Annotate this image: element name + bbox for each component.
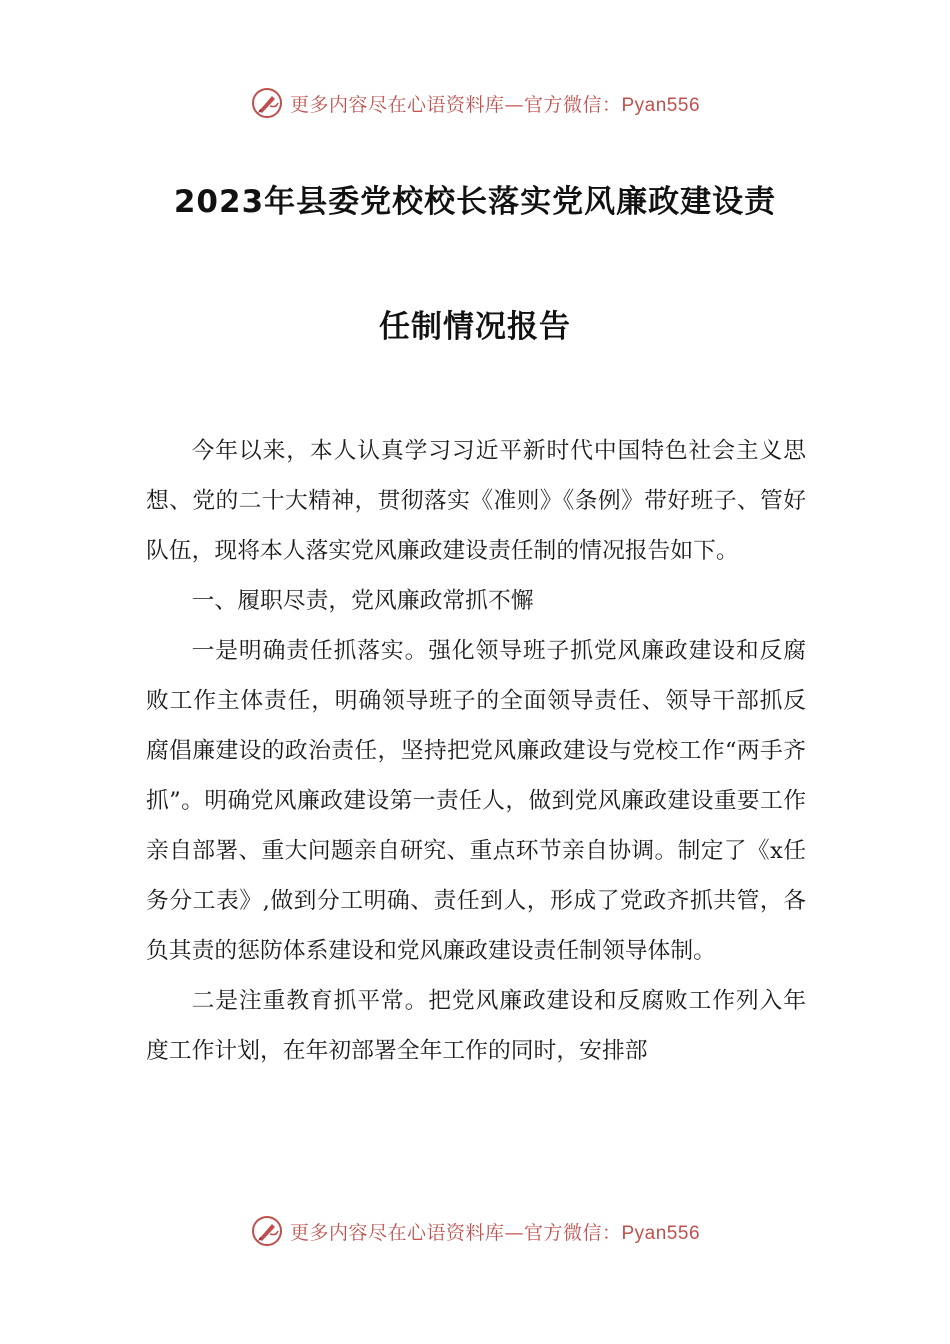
paragraph-intro: 今年以来，本人认真学习习近平新时代中国特色社会主义思想、党的二十大精神，贯彻落实《准则》《条例》带好班子、管好队伍，现将本人落实党风廉政建设责任制的情况报告如下。 xyxy=(146,438,806,564)
pen-logo-icon xyxy=(250,86,284,120)
document-title-line-1: 2023年县委党校校长落实党风廉政建设责 xyxy=(173,184,777,220)
document-title-line-2: 任制情况报告 xyxy=(379,309,571,345)
watermark-text: 更多内容尽在心语资料库—官方微信：Pyan556 xyxy=(289,93,701,116)
footer-watermark xyxy=(0,1214,950,1248)
section-heading-1: 一、履职尽责，党风廉政常抓不懈 xyxy=(191,588,534,614)
pen-logo-icon xyxy=(250,1214,284,1248)
watermark-id: Pyan556 xyxy=(621,1222,701,1244)
document-body xyxy=(146,426,806,1076)
paragraph-point-2: 二是注重教育抓平常。把党风廉政建设和反腐败工作列入年度工作计划，在年初部署全年工作的同时，安排部 xyxy=(146,988,806,1064)
paragraph-point-1: 一是明确责任抓落实。强化领导班子抓党风廉政建设和反腐败工作主体责任，明确领导班子的全面领导责任、领导干部抓反腐倡廉建设的政治责任，坚持把党风廉政建设与党校工作“两手齐抓”。明确党风廉政建设第一责任人，做到党风廉政建设重要工作亲自部署、重大问题亲自研究、重点环节亲自协调。制定了《x任务分工表》,做到分工明确、责任到人，形成了党政齐抓共管，各负其责的惩防体系建设和党风廉政建设责任制领导体制。 xyxy=(146,638,806,964)
header-watermark xyxy=(0,86,950,120)
watermark-text: 更多内容尽在心语资料库—官方微信：Pyan556 xyxy=(289,1221,701,1244)
watermark-id: Pyan556 xyxy=(621,94,701,116)
